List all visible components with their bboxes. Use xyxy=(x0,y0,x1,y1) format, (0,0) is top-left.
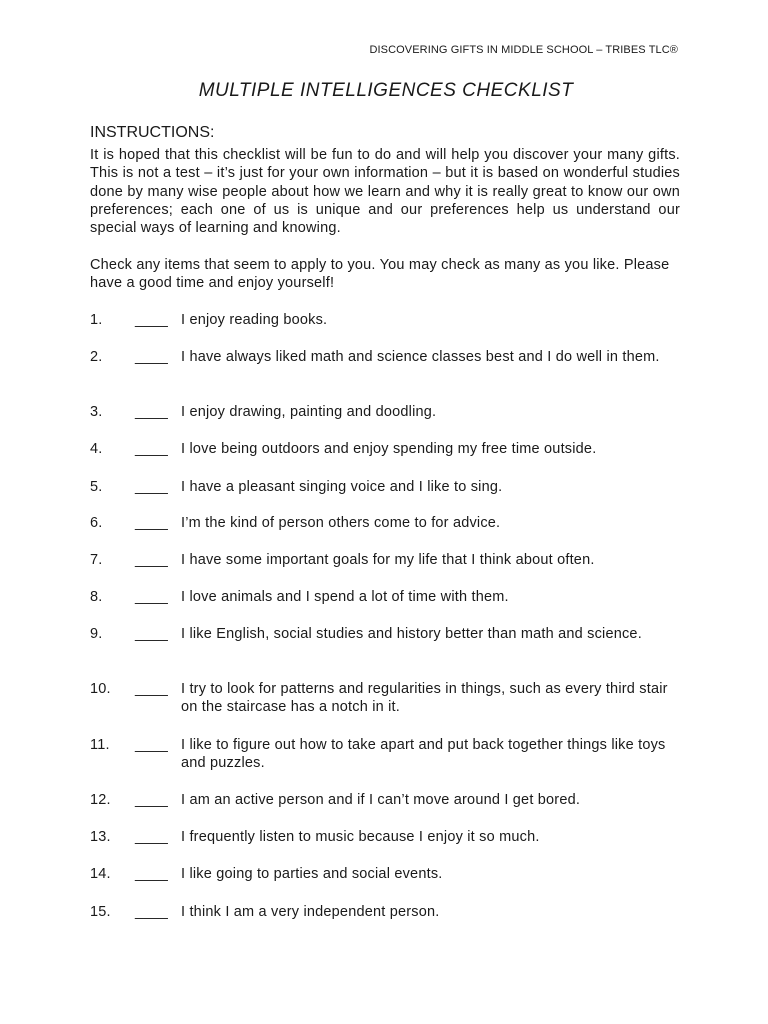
check-blank: ____ xyxy=(135,866,169,882)
checklist-item xyxy=(90,791,680,809)
item-text: I’m the kind of person others come to for advice. xyxy=(181,515,501,531)
item-text: I like going to parties and social events. xyxy=(181,866,443,882)
item-text: I try to look for patterns and regularities in things, such as every third stair on the staircase has a notch in it. xyxy=(181,681,668,716)
item-text: I have always liked math and science classes best and I do well in them. xyxy=(181,349,660,365)
checklist-item xyxy=(90,348,680,366)
item-number: 6. xyxy=(90,515,103,531)
item-text: I like to figure out how to take apart and put back together things like toys and puzzles. xyxy=(181,737,666,772)
check-instructions-paragraph: Check any items that seem to apply to you. You may check as many as you like. Please have a good time and enjoy yourself! xyxy=(90,257,670,292)
item-text: I have some important goals for my life that I think about often. xyxy=(181,552,595,568)
checklist-item xyxy=(90,440,680,458)
check-blank: ____ xyxy=(135,589,169,605)
check-blank: ____ xyxy=(135,312,169,328)
item-text: I like English, social studies and history better than math and science. xyxy=(181,626,642,642)
item-text: I love being outdoors and enjoy spending my free time outside. xyxy=(181,441,597,457)
check-blank: ____ xyxy=(135,441,169,457)
checklist-item xyxy=(90,551,680,569)
check-blank: ____ xyxy=(135,792,169,808)
instructions-heading: INSTRUCTIONS: xyxy=(90,124,215,141)
checklist-item xyxy=(90,478,680,496)
item-number: 14. xyxy=(90,866,111,882)
check-blank: ____ xyxy=(135,515,169,531)
check-blank: ____ xyxy=(135,904,169,920)
item-number: 5. xyxy=(90,479,103,495)
item-number: 7. xyxy=(90,552,103,568)
checklist-item xyxy=(90,514,680,532)
check-blank: ____ xyxy=(135,681,169,697)
checklist-item xyxy=(90,828,680,846)
checklist-item xyxy=(90,680,680,717)
checklist-item xyxy=(90,311,680,329)
checklist-item xyxy=(90,588,680,606)
item-number: 15. xyxy=(90,904,111,920)
check-blank: ____ xyxy=(135,552,169,568)
item-number: 1. xyxy=(90,312,103,328)
check-blank: ____ xyxy=(135,349,169,365)
item-number: 10. xyxy=(90,681,111,697)
checklist-item xyxy=(90,903,680,921)
page-header: DISCOVERING GIFTS IN MIDDLE SCHOOL – TRIBES TLC® xyxy=(369,44,678,56)
checklist-item xyxy=(90,865,680,883)
item-number: 13. xyxy=(90,829,111,845)
item-number: 3. xyxy=(90,404,103,420)
item-text: I have a pleasant singing voice and I like to sing. xyxy=(181,479,503,495)
item-number: 9. xyxy=(90,626,103,642)
instructions-paragraph: It is hoped that this checklist will be fun to do and will help you discover your many gifts. This is not a test – it’s just for your own information – but it is based on wonderful studies done by many wise people about how we learn and why it is really great to know our own preferences; each one of us is unique and our preferences help us understand our special ways of learning and knowing. xyxy=(90,147,680,237)
item-number: 4. xyxy=(90,441,103,457)
item-text: I frequently listen to music because I enjoy it so much. xyxy=(181,829,540,845)
checklist-item xyxy=(90,736,680,773)
item-text: I am an active person and if I can’t move around I get bored. xyxy=(181,792,581,808)
item-number: 12. xyxy=(90,792,111,808)
item-text: I enjoy reading books. xyxy=(181,312,328,328)
item-number: 11. xyxy=(90,737,110,753)
item-text: I think I am a very independent person. xyxy=(181,904,440,920)
page-title: MULTIPLE INTELLIGENCES CHECKLIST xyxy=(198,80,574,101)
check-blank: ____ xyxy=(135,479,169,495)
item-number: 8. xyxy=(90,589,103,605)
check-blank: ____ xyxy=(135,829,169,845)
item-text: I enjoy drawing, painting and doodling. xyxy=(181,404,437,420)
check-blank: ____ xyxy=(135,737,169,753)
item-text: I love animals and I spend a lot of time with them. xyxy=(181,589,509,605)
checklist-item xyxy=(90,403,680,421)
checklist-item xyxy=(90,625,680,643)
check-blank: ____ xyxy=(135,626,169,642)
check-blank: ____ xyxy=(135,404,169,420)
item-number: 2. xyxy=(90,349,103,365)
